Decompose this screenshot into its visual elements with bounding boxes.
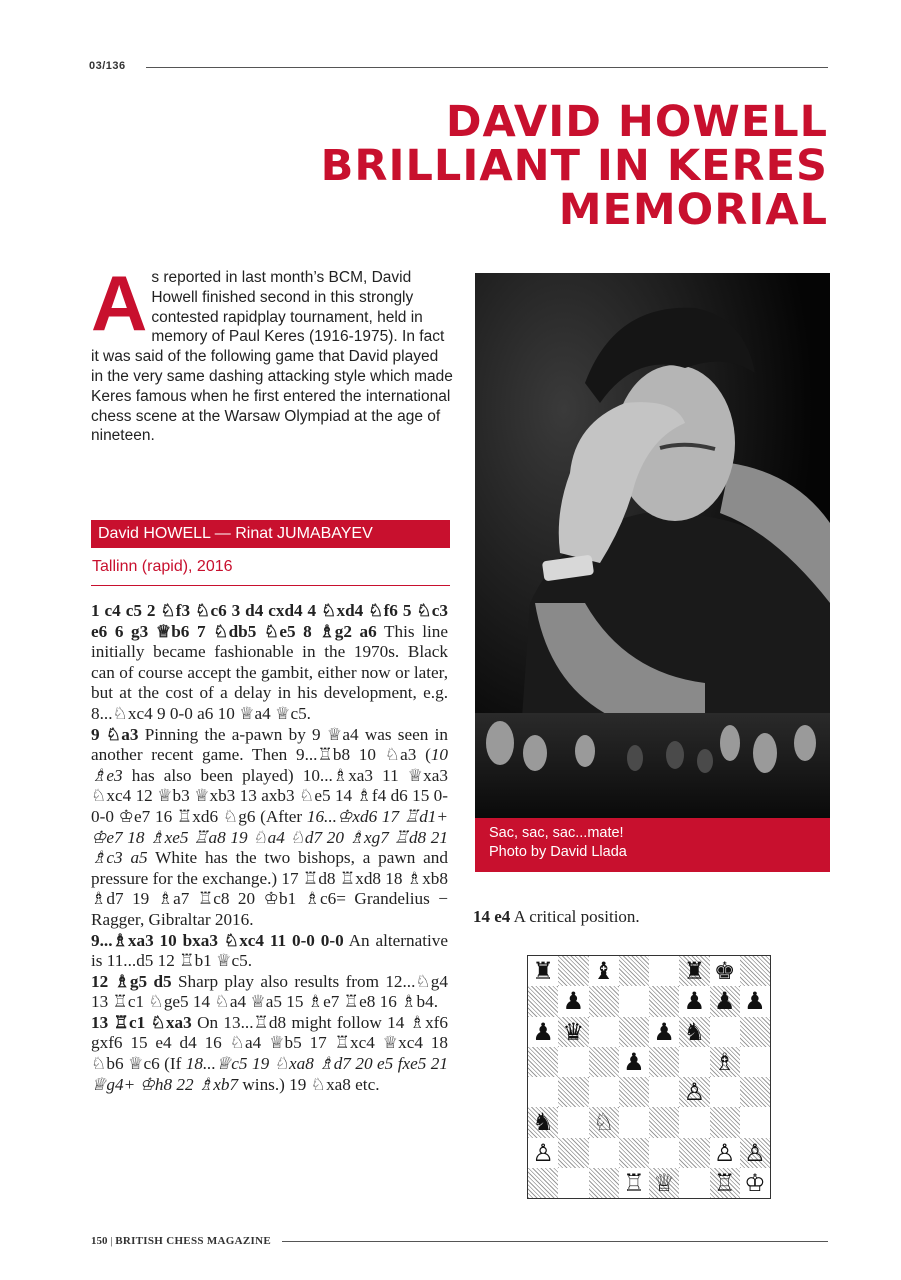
square-c8 [589,956,619,986]
square-d3 [619,1107,649,1137]
square-c4 [589,1077,619,1107]
black-pawn-icon: ♟ [562,987,585,1016]
square-h6 [740,1017,770,1047]
black-rook-icon: ♜ [532,957,554,986]
square-h5 [740,1047,770,1077]
square-e3 [649,1107,679,1137]
black-queen-icon: ♛ [562,1017,585,1046]
square-d4 [619,1077,649,1107]
square-d8 [619,956,649,986]
square-h2 [740,1138,770,1168]
square-c2 [589,1138,619,1168]
square-b1 [558,1168,588,1198]
magazine-name: BRITISH CHESS MAGAZINE [115,1235,271,1247]
square-a6 [528,1017,558,1047]
game-para-1: 1 c4 c5 2 ♘f3 ♘c6 3 d4 cxd4 4 ♘xd4 ♘f6 5 ♘c3 e6 6 g3 ♕b6 7 ♘db5 ♘e5 8 ♗g2 a6 This line initially became fashionable in the 1970s. Black can of course accept the gambit, either now or later, but at the cost of a delay in his development, e.g. 8...♘xc4 9 0-0 a6 10 ♕a4 ♕c5. [91,601,448,723]
square-f3 [679,1107,709,1137]
photo-caption [475,818,830,872]
square-g3 [710,1107,740,1137]
position-comment: A critical position. [513,907,640,926]
square-d5 [619,1047,649,1077]
black-pawn-icon: ♟ [623,1047,645,1076]
black-pawn-icon: ♟ [683,987,706,1016]
black-rook-icon: ♜ [683,957,706,986]
square-b5 [558,1047,588,1077]
square-f6 [679,1017,709,1047]
square-a8 [528,956,558,986]
square-c7 [589,986,619,1016]
square-f5 [679,1047,709,1077]
square-g1 [710,1168,740,1198]
square-a5 [528,1047,558,1077]
white-bishop-icon: ♗ [713,1047,736,1076]
event-rule [91,585,450,586]
square-b8 [558,956,588,986]
drop-cap: A [91,259,148,347]
white-pawn-icon: ♙ [683,1078,706,1107]
page-footer [91,1235,271,1247]
square-a3 [528,1107,558,1137]
square-f4 [679,1077,709,1107]
black-knight-icon: ♞ [532,1108,554,1137]
footer-separator: | [110,1235,113,1247]
square-b2 [558,1138,588,1168]
chess-board-grid [528,956,770,1198]
title-line-2: BRILLIANT IN KERES [320,141,828,191]
square-e1 [649,1168,679,1198]
white-pawn-icon: ♙ [532,1138,554,1167]
page-folio: 03/136 [89,60,126,72]
square-g2 [710,1138,740,1168]
square-e8 [649,956,679,986]
square-f8 [679,956,709,986]
square-d2 [619,1138,649,1168]
square-b6 [558,1017,588,1047]
square-d1 [619,1168,649,1198]
square-c5 [589,1047,619,1077]
square-h1 [740,1168,770,1198]
square-e6 [649,1017,679,1047]
white-queen-icon: ♕ [653,1168,675,1197]
page-number: 150 [91,1235,108,1247]
square-h7 [740,986,770,1016]
square-c3 [589,1107,619,1137]
position-caption [473,907,640,927]
footer-rule [282,1241,828,1242]
square-b3 [558,1107,588,1137]
square-e4 [649,1077,679,1107]
black-king-icon: ♚ [713,957,736,986]
intro-text: s reported in last month’s BCM, David Howell finished second in this strongly contested rapidplay tournament, held in memory of Paul Keres (1916-1975). In fact it was said of the following game that David played in the very same dashing attacking style which made Keres famous when he first entered the international chess scene at the Warsaw Olympiad at the age of nineteen. [91,269,453,445]
player-photo [475,273,830,818]
square-a7 [528,986,558,1016]
square-d7 [619,986,649,1016]
player-photo-illustration [475,273,830,818]
black-pawn-icon: ♟ [532,1017,554,1046]
square-b7 [558,986,588,1016]
game-event: Tallinn (rapid), 2016 [92,558,233,575]
square-g6 [710,1017,740,1047]
square-a4 [528,1077,558,1107]
square-e5 [649,1047,679,1077]
game-para-2: 9 ♘a3 Pinning the a-pawn by 9 ♕a4 was seen in another recent game. Then 9...♖b8 10 ♘a3 (10 ♗e3 has also been played) 10...♗xa3 11 ♕xa3 ♘xc4 12 ♕b3 ♕xb3 13 axb3 ♘e5 14 ♗f4 d6 15 0-0-0 ♔e7 16 ♖xd6 ♘g6 (After 16...♔xd6 17 ♖d1+ ♔e7 18 ♗xe5 ♖a8 19 ♘a4 ♘d7 20 ♗xg7 ♖d8 21 ♗c3 a5 White has the two bishops, a pawn and pressure for the exchange.) 17 ♖d8 ♖xd8 18 ♗xb8 ♗d7 19 ♗a7 ♖c8 20 ♔b1 ♗c6= Grandelius − Ragger, Gibraltar 2016. [91,724,448,929]
intro-paragraph [91,259,453,446]
square-f1 [679,1168,709,1198]
white-rook-icon: ♖ [623,1168,645,1197]
game-players-bar: David HOWELL — Rinat JUMABAYEV [91,520,450,548]
header-rule [146,67,828,68]
black-bishop-icon: ♝ [592,957,615,986]
white-pawn-icon: ♙ [744,1138,766,1167]
white-pawn-icon: ♙ [713,1138,736,1167]
game-annotation [91,601,448,1095]
title-line-1: DAVID HOWELL [445,97,828,147]
title-line-3: MEMORIAL [558,185,828,235]
square-c6 [589,1017,619,1047]
square-e2 [649,1138,679,1168]
white-knight-icon: ♘ [592,1108,615,1137]
game-para-3: 9...♗xa3 10 bxa3 ♘xc4 11 0-0 0-0 An alternative is 11...d5 12 ♖b1 ♕c5. [91,930,448,971]
square-a2 [528,1138,558,1168]
square-h8 [740,956,770,986]
square-e7 [649,986,679,1016]
square-f7 [679,986,709,1016]
caption-line-1: Sac, sac, sac...mate! [489,825,624,841]
black-knight-icon: ♞ [683,1017,706,1046]
black-pawn-icon: ♟ [713,987,736,1016]
square-c1 [589,1168,619,1198]
square-g8 [710,956,740,986]
black-pawn-icon: ♟ [653,1017,675,1046]
square-g5 [710,1047,740,1077]
white-rook-icon: ♖ [713,1168,736,1197]
position-move: 14 e4 [473,907,511,926]
article-title [320,97,828,235]
square-d6 [619,1017,649,1047]
game-para-5: 13 ♖c1 ♘xa3 On 13...♖d8 might follow 14 ♗xf6 gxf6 15 e4 d4 16 ♘a4 ♕b5 17 ♖xc4 ♕xc4 18 ♘b6 ♕c6 (If 18...♕c5 19 ♘xa8 ♗d7 20 e5 fxe5 21 ♕g4+ ♔h8 22 ♗xb7 wins.) 19 ♘xa8 etc. [91,1012,448,1094]
white-king-icon: ♔ [744,1168,766,1197]
square-h4 [740,1077,770,1107]
square-b4 [558,1077,588,1107]
game-para-4: 12 ♗g5 d5 Sharp play also results from 12...♘g4 13 ♖c1 ♘ge5 14 ♘a4 ♕a5 15 ♗e7 ♖e8 16 ♗b4. [91,971,448,1012]
caption-line-2: Photo by David Llada [489,844,627,860]
chess-diagram [527,955,771,1199]
square-g4 [710,1077,740,1107]
square-g7 [710,986,740,1016]
black-pawn-icon: ♟ [744,987,766,1016]
square-a1 [528,1168,558,1198]
square-f2 [679,1138,709,1168]
square-h3 [740,1107,770,1137]
